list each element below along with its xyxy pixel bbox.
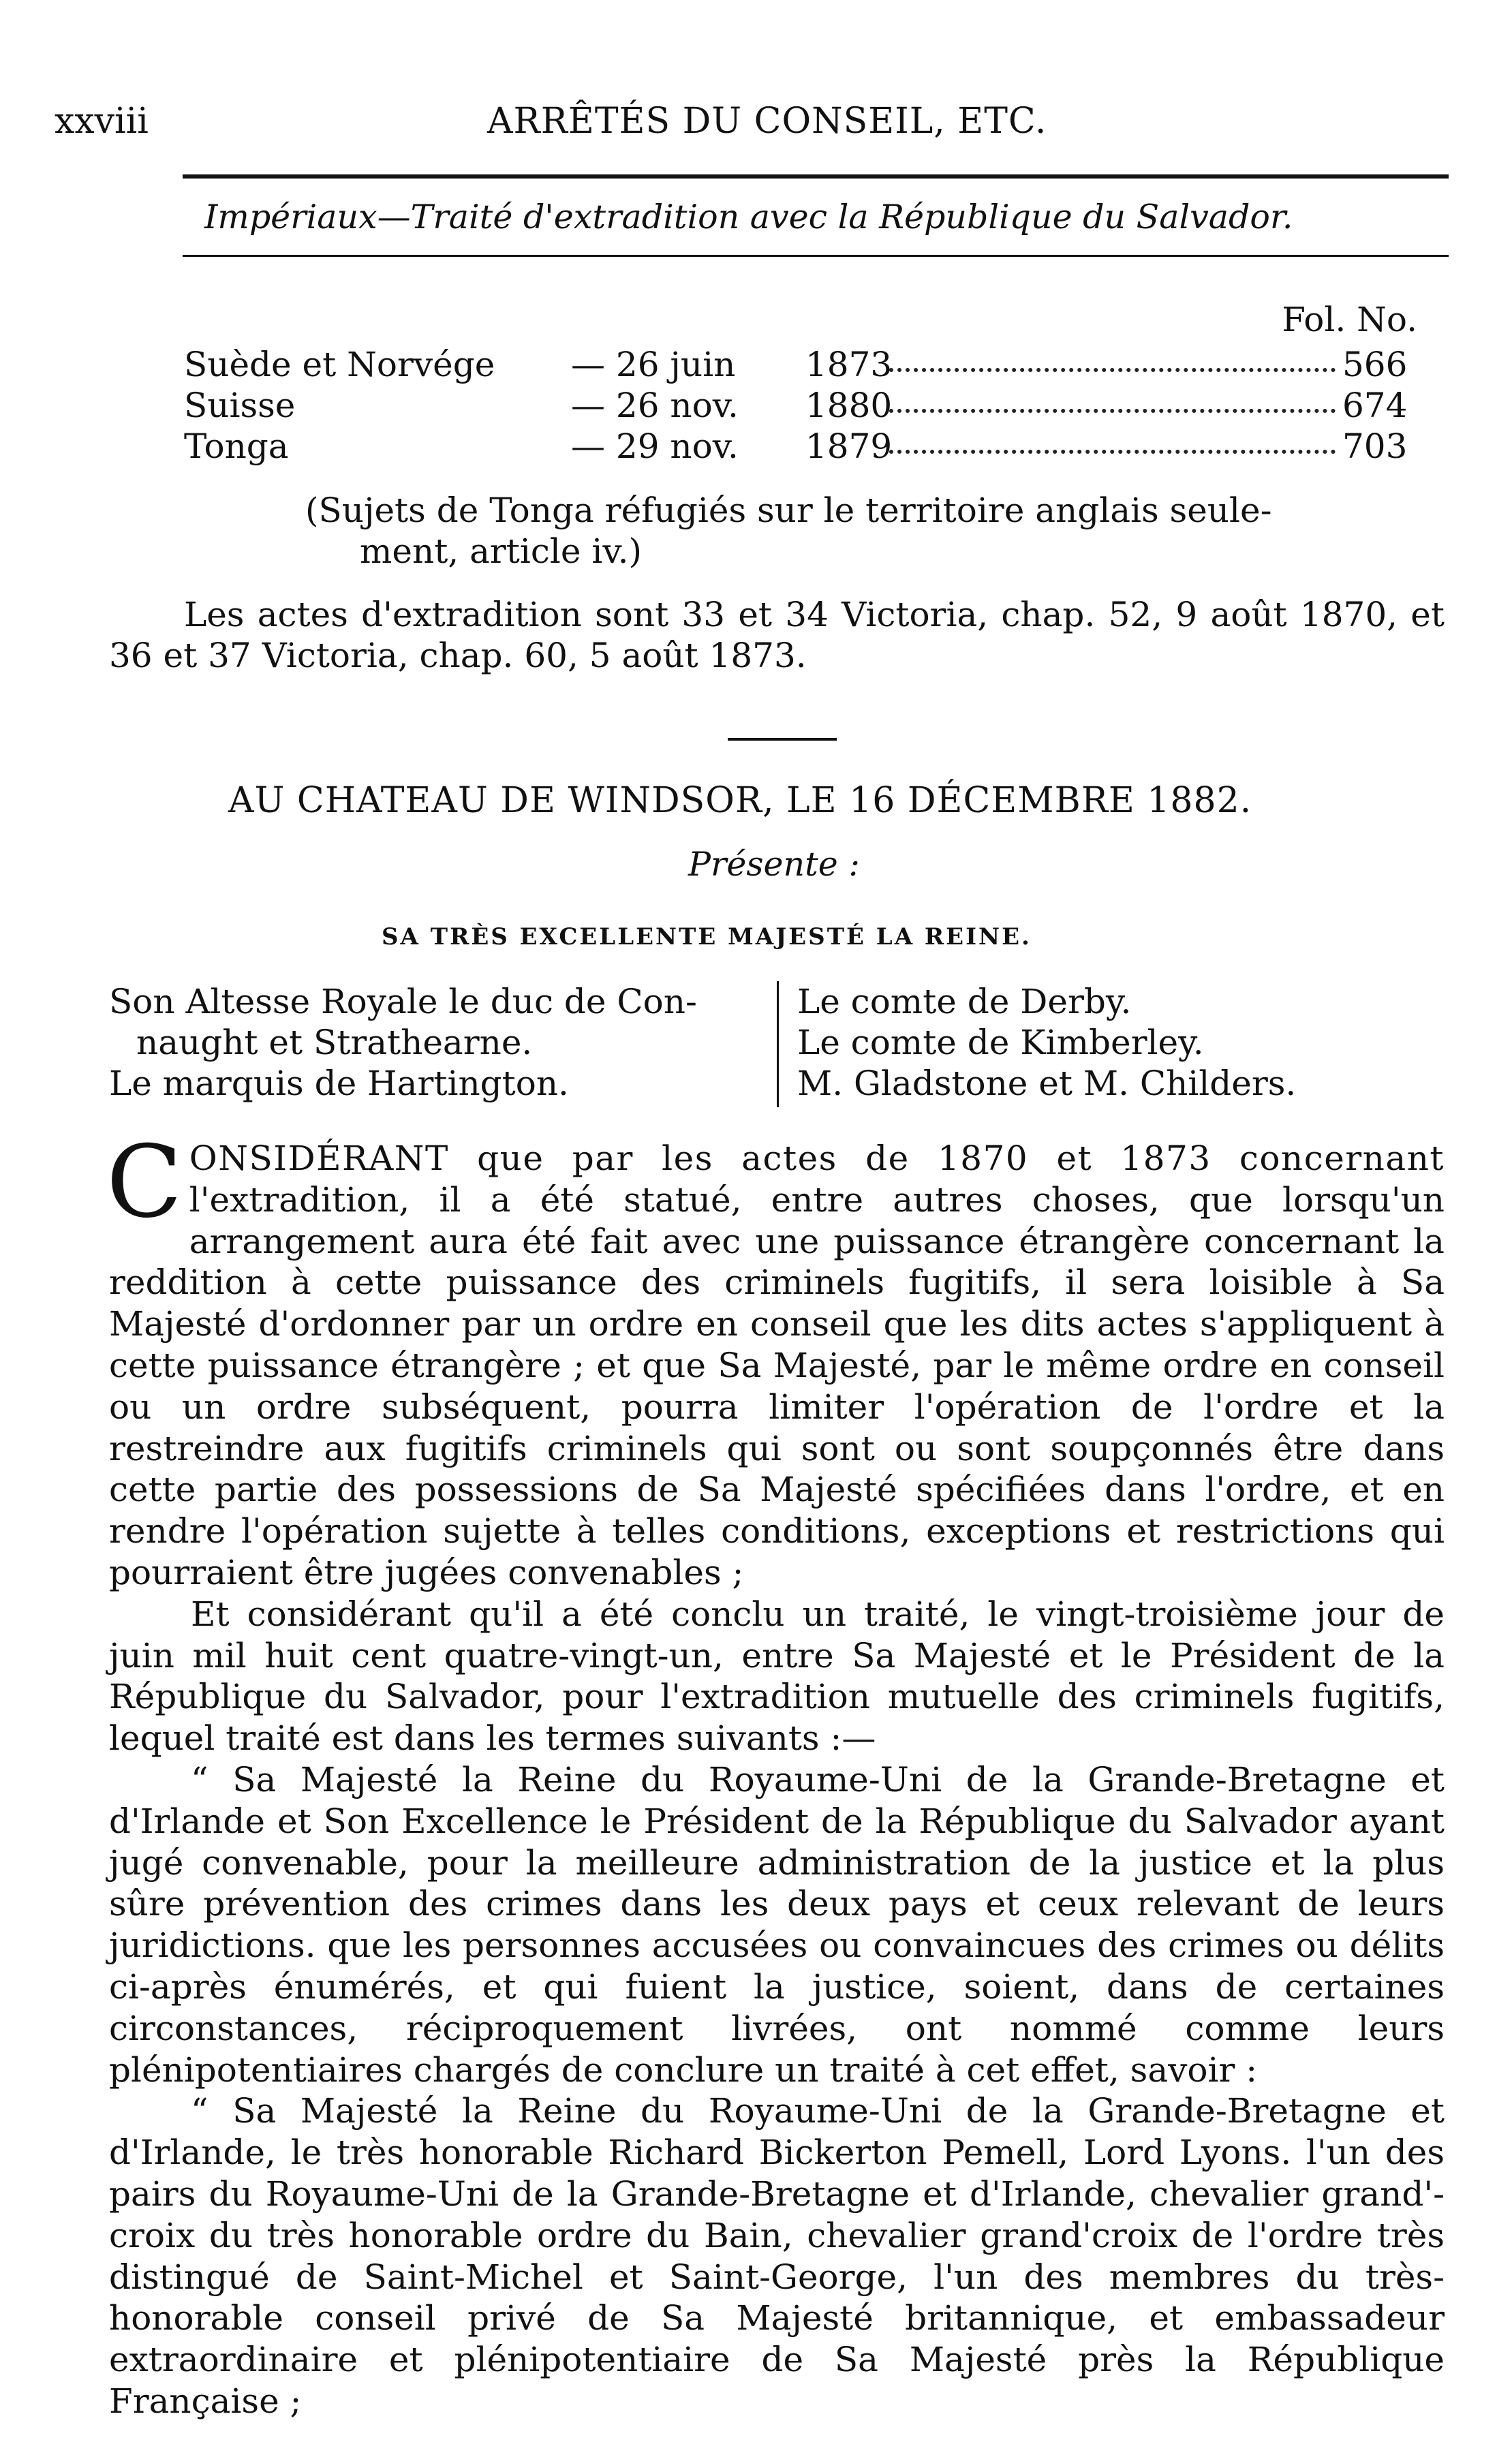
table-row: [184, 345, 1431, 386]
order-body: [106, 1124, 1445, 2422]
treaty-date: — 26 juin: [571, 345, 736, 384]
attendees-left-column: [109, 981, 763, 1104]
section-divider: [728, 738, 837, 741]
page-subtitle: Impériaux—Traité d'extradition avec la République du Salvador.: [204, 198, 1293, 236]
column-divider: [777, 981, 779, 1107]
header-rule-top: [183, 174, 1449, 179]
attendee: M. Gladstone et M. Childers.: [797, 1064, 1297, 1103]
acts-paragraph: Les actes d'extradition sont 33 et 34 Victoria, chap. 52, 9 août 1870, et 36 et 37 Victoria, chap. 60, 5 août 1873.: [109, 595, 1445, 675]
attendee: Le comte de Derby.: [797, 982, 1132, 1021]
attendee: Son Altesse Royale le duc de Con-: [109, 982, 697, 1021]
folio-number: 703: [1342, 427, 1408, 466]
page-number: xxviii: [55, 101, 149, 142]
leader-dots: [889, 368, 1336, 372]
running-head-title: ARRÊTÉS DU CONSEIL, ETC.: [487, 101, 1047, 142]
treaty-year: 1873: [805, 345, 893, 384]
treaty-year: 1880: [805, 386, 893, 425]
header-rule-bottom: [183, 255, 1449, 257]
paragraph-plenipotentiary: “ Sa Majesté la Reine du Royaume-Uni de la Grande-Bretagne et d'Irlande, le très honorable Richard Bickerton Pemell, Lord Lyons. l'un des pairs du Royaume-Uni de la Grande-Bretagne et d'Irlande, chevalier grand'-croix du très honorable ordre du Bain, chevalier grand'croix de l'ordre très distingué de Saint-Michel et Saint-George, l'un des membres du très-honorable conseil privé de Sa Majesté britannique, et embassadeur extraordinaire et plénipotentiaire de Sa Majesté près la République Française ;: [109, 2091, 1445, 2421]
treaty-date: — 26 nov.: [571, 386, 739, 425]
paragraph-text: ONSIDÉRANT que par les actes de 1870 et 1873 concernant l'extradition, il a été statué, entre autres choses, que lorsqu'un arrangement aura été fait avec une puissance étrangère concernant la reddition à cette puissance des criminels fugitifs, il sera loisible à Sa Majesté d'ordonner par un ordre en conseil que les dits actes s'appliquent à cette puissance étrangère ; et que Sa Majesté, par le même ordre en conseil ou un ordre subséquent, pourra limiter l'opération de l'ordre et la restreindre aux fugitifs criminels qui sont ou sont soupçonnés être dans cette partie des possessions de Sa Majesté spécifiées dans l'ordre, et en rendre l'opération sujette à telles conditions, exceptions et restrictions qui pourraient être jugées convenables ;: [109, 1139, 1445, 1592]
council-heading: AU CHATEAU DE WINDSOR, LE 16 DÉCEMBRE 1882.: [228, 780, 1252, 821]
leader-dots: [889, 409, 1336, 413]
tonga-note-line2: ment, article iv.): [360, 531, 643, 571]
table-row: [184, 386, 1431, 427]
drop-cap: C: [106, 1124, 183, 1240]
paragraph-considerant: [106, 1124, 1445, 1594]
attendee: Le comte de Kimberley.: [797, 1023, 1204, 1062]
country: Suisse: [184, 386, 296, 425]
attendees-right-column: [797, 981, 1296, 1104]
treaty-year: 1879: [805, 427, 893, 466]
majesty-line: SA TRÈS EXCELLENTE MAJESTÉ LA REINE.: [382, 923, 1032, 951]
folio-number: 674: [1342, 386, 1408, 425]
folio-number: 566: [1342, 345, 1408, 384]
leader-dots: [889, 450, 1336, 454]
presente-label: Présente :: [688, 845, 860, 884]
paragraph-treaty-concluded: Et considérant qu'il a été conclu un traité, le vingt-troisième jour de juin mil huit cent quatre-vingt-un, entre Sa Majesté et le Président de la République du Salvador, pour l'extradition mutuelle des criminels fugitifs, lequel traité est dans les termes suivants :—: [109, 1594, 1445, 1759]
attendee: naught et Strathearne.: [136, 1023, 533, 1062]
country: Tonga: [184, 427, 289, 466]
country: Suède et Norvége: [184, 345, 495, 384]
tonga-note-line1: (Sujets de Tonga réfugiés sur le territoire anglais seule-: [305, 491, 1272, 530]
column-header-fol-no: Fol. No.: [1282, 300, 1417, 339]
treaty-date: — 29 nov.: [571, 427, 739, 466]
table-row: [184, 427, 1431, 467]
attendee: Le marquis de Hartington.: [109, 1064, 569, 1103]
paragraph-treaty-preamble: “ Sa Majesté la Reine du Royaume-Uni de la Grande-Bretagne et d'Irlande et Son Excellence le Président de la République du Salvador ayant jugé convenable, pour la meilleure administration de la justice et la plus sûre prévention des crimes dans les deux pays et ceux relevant de leurs juridictions. que les personnes accusées ou convaincues des crimes ou délits ci-après énumérés, et qui fuient la justice, soient, dans de certaines circonstances, réciproquement livrées, ont nommé comme leurs plénipotentiaires chargés de conclure un traité à cet effet, savoir :: [109, 1759, 1445, 2090]
